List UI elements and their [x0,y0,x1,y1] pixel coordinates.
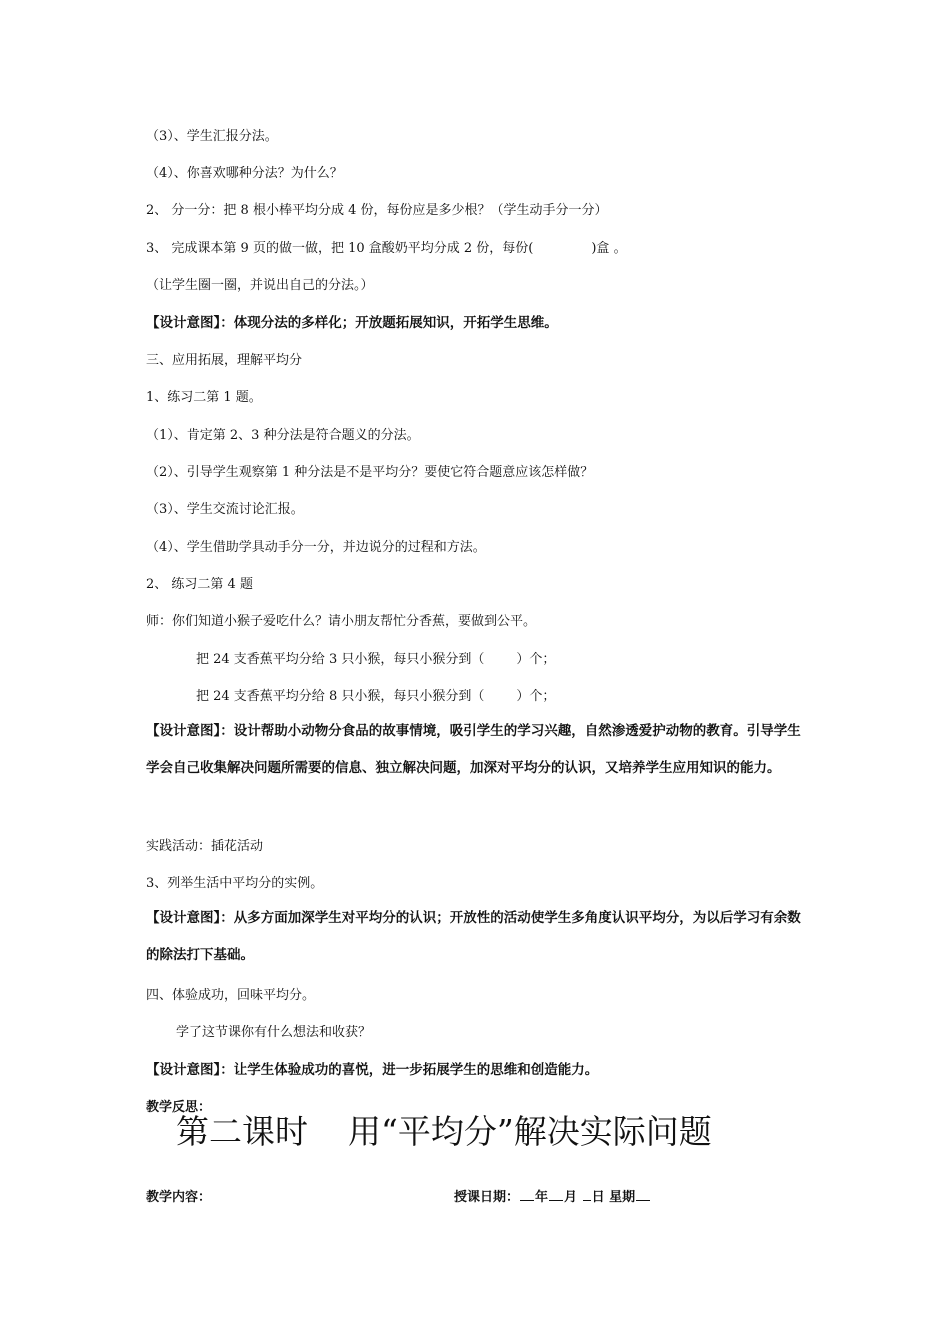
text-line: （4）、你喜欢哪种分法？为什么？ [146,166,343,181]
text-fragment: ）个； [516,689,556,704]
blank-line [549,1188,563,1201]
text-fragment: 3、 完成课本第 9 页的做一做，把 10 盒酸奶平均分成 2 份，每份( [146,241,534,256]
lesson-date [454,1186,651,1205]
text-line: （2）、引导学生观察第 1 种分法是不是平均分？要使它符合题意应该怎样做？ [146,465,594,480]
weekday-label: 星期 [609,1190,636,1205]
month-label: 月 [564,1190,578,1205]
text-fragment: 把 24 支香蕉平均分给 8 只小猴，每只小猴分到（ [196,689,485,704]
text-line: （4）、学生借助学具动手分一分，并边说分的过程和方法。 [146,540,486,555]
section-heading: 三、应用拓展，理解平均分 [146,353,303,368]
teaching-content-label: 教学内容： [146,1190,212,1205]
section-heading: 四、体验成功，回味平均分。 [146,988,316,1003]
text-line: （让学生圈一圈，并说出自己的分法。） [146,278,374,293]
year-label: 年 [535,1190,549,1205]
blank-line [583,1188,591,1201]
text-fragment: ）个； [516,652,556,667]
design-intent-paragraph: 【设计意图】：设计帮助小动物分食品的故事情境，吸引学生的学习兴趣，自然渗透爱护动物的教育。引导学生学会自己收集解决问题所需要的信息、独立解决问题，加深对平均分的认识，又培养学生应用知识的能力。 [146,723,801,776]
lesson-title [176,1110,712,1154]
reflection-label: 教学反思： [146,1100,212,1115]
design-intent-paragraph: 【设计意图】：从多方面加深学生对平均分的认识；开放性的活动使学生多角度认识平均分，为以后学习有余数的除法打下基础。 [146,910,801,963]
lesson-title-part1: 第二课时 [176,1112,308,1151]
text-line [196,651,555,669]
text-line: （1）、肯定第 2、3 种分法是符合题义的分法。 [146,428,420,443]
design-intent: 【设计意图】：体现分法的多样化；开放题拓展知识，开拓学生思维。 [146,315,558,331]
text-line: 学了这节课你有什么想法和收获？ [176,1025,372,1040]
text-line: （3）、学生交流讨论汇报。 [146,502,304,517]
text-line: 1、练习二第 1 题。 [146,390,262,405]
text-line: 2、 练习二第 4 题 [146,577,253,592]
text-line: 实践活动：插花活动 [146,839,264,854]
day-label: 日 [591,1190,605,1205]
text-line [196,688,555,706]
text-line [146,240,627,258]
text-line: 2、 分一分：把 8 根小棒平均分成 4 份，每份应是多少根？（学生动手分一分） [146,203,608,218]
blank-line [520,1188,534,1201]
date-label: 授课日期： [454,1190,520,1205]
text-line: 3、列举生活中平均分的实例。 [146,876,324,891]
blank-line [636,1188,650,1201]
text-line: （3）、学生汇报分法。 [146,129,278,144]
text-line: 师：你们知道小猴子爱吃什么？请小朋友帮忙分香蕉，要做到公平。 [146,614,537,629]
text-fragment: 把 24 支香蕉平均分给 3 只小猴，每只小猴分到（ [196,652,485,667]
design-intent: 【设计意图】：让学生体验成功的喜悦，进一步拓展学生的思维和创造能力。 [146,1062,599,1078]
text-fragment: )盒 。 [591,241,627,256]
lesson-title-part2: 用“平均分”解决实际问题 [348,1112,712,1151]
